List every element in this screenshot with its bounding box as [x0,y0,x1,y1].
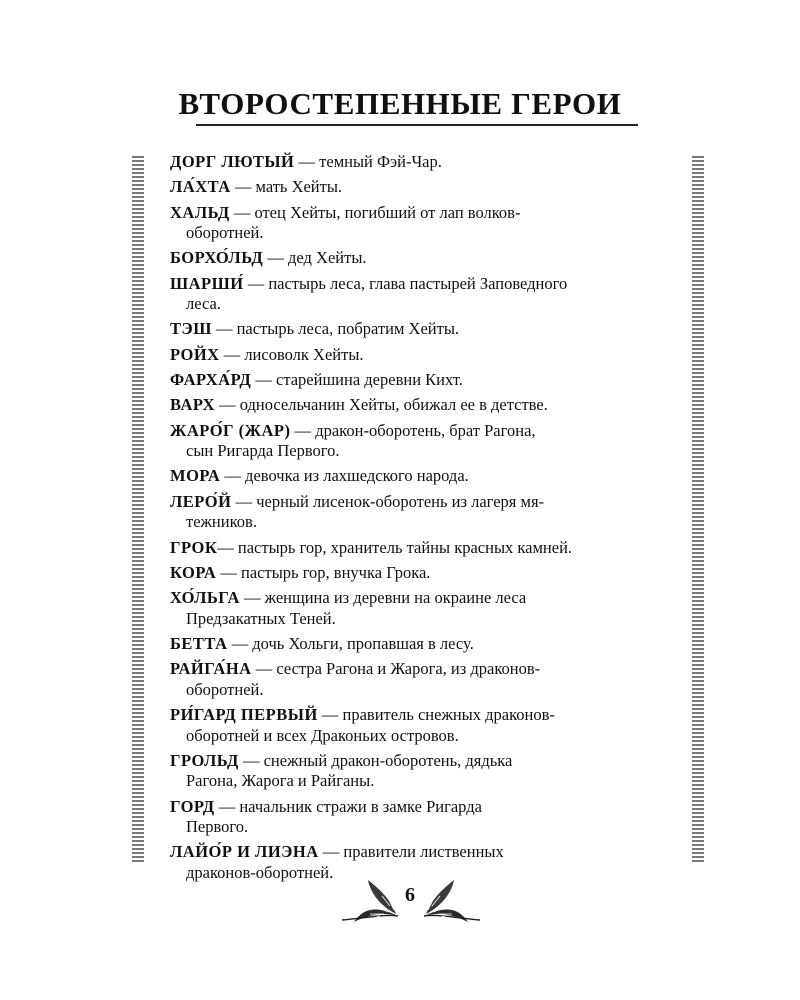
character-name: ЛЕРО́Й [170,491,232,511]
character-name: ДОРГ ЛЮТЫЙ [170,152,295,171]
leaf-ornament-icon [422,876,482,928]
character-description: — темный Фэй-Чар. [294,152,442,171]
character-entry [170,705,662,746]
character-description-continued: Первого. [186,817,249,837]
character-description: — снежный дракон-оборотень, дядька [238,750,513,770]
character-name: ЖАРО́Г (ЖАР) [170,420,291,440]
character-description: — мать Хейты. [230,177,343,197]
character-name: КОРА [170,562,217,582]
character-description: — отец Хейты, погибший от лап волков- [229,202,521,222]
character-entry [170,492,662,533]
character-description-continued: драконов-оборотней. [186,862,334,882]
character-description: — начальник стражи в замке Ригарда [214,796,482,816]
character-name: ГОРД [170,796,215,816]
character-description: — сестра Рагона и Жарога, из драконов- [251,659,541,679]
character-entry [170,177,662,198]
character-name: РАЙГА́НА [170,659,252,679]
character-name: РОЙХ [170,344,220,364]
character-description: — правитель снежных драконов- [317,705,555,725]
character-name: МОРА [170,466,221,486]
character-name: ХО́ЛЬГА [170,588,240,608]
character-description-continued: сын Ригарда Первого. [186,441,340,461]
character-description: — односельчанин Хейты, обижал ее в детстве. [215,395,548,415]
character-name: ГРОК [170,537,218,557]
character-entry [170,421,662,462]
page-footer [340,876,480,928]
character-description: — дед Хейты. [263,248,367,268]
character-description: — пастырь леса, глава пастырей Заповедного [243,273,568,293]
character-entry [170,634,662,655]
left-decorative-border [132,156,144,864]
character-description: — лисоволк Хейты. [219,344,364,364]
character-name: БЕТТА [170,633,228,653]
character-description-continued: леса. [186,294,221,314]
character-entry [170,203,662,244]
character-description: — пастырь гор, внучка Грока. [216,562,431,582]
character-entry [170,751,662,792]
character-name: ХАЛЬД [170,202,230,222]
character-description: — пастырь леса, побратим Хейты. [211,319,460,339]
character-name: ЛАЙО́Р И ЛИЭНА [170,842,319,862]
leaf-ornament-icon [340,876,400,928]
character-description: — дракон-оборотень, брат Рагона, [290,420,536,440]
character-name: ТЭШ [170,319,212,339]
character-description-continued: Рагона, Жарога и Райганы. [186,771,375,791]
character-entry [170,274,662,315]
character-entry [170,659,662,700]
character-entry [170,588,662,629]
character-entry [170,466,662,487]
right-decorative-border [692,156,704,864]
character-entry [170,248,662,269]
character-description: — старейшина деревни Кихт. [251,370,463,390]
character-description-continued: оборотней. [186,223,264,243]
character-entry [170,563,662,584]
character-description-continued: оборотней. [186,679,264,699]
character-description-continued: оборотней и всех Драконьих островов. [186,725,459,745]
character-entry [170,345,662,366]
character-name: БОРХО́ЛЬД [170,248,264,268]
character-name: ВАРХ [170,395,215,415]
character-description: — пастырь гор, хранитель тайны красных камней. [217,537,573,557]
character-entry [170,319,662,340]
character-list [170,152,662,888]
character-name: ШАРШИ́ [170,273,244,293]
character-name: РИ́ГАРД ПЕРВЫЙ [170,705,318,725]
character-description-continued: Предзакатных Теней. [186,608,336,628]
character-description: — правители лиственных [318,842,504,862]
character-entry [170,395,662,416]
title-underline [196,124,638,126]
character-name: ФАРХА́РД [170,370,252,390]
character-entry [170,797,662,838]
character-description: — девочка из лахшедского народа. [220,466,469,486]
character-name: ГРОЛЬД [170,750,239,770]
character-description-continued: тежников. [186,512,257,532]
page-title: ВТОРОСТЕПЕННЫЕ ГЕРОИ [178,86,622,121]
character-entry [170,152,662,173]
character-entry [170,370,662,391]
character-description: — дочь Хольги, пропавшая в лесу. [227,633,474,653]
character-description: — женщина из деревни на окраине леса [239,588,527,608]
character-name: ЛА́ХТА [170,177,231,197]
page-number: 6 [405,884,415,906]
character-description: — черный лисенок-оборотень из лагеря мя- [231,491,545,511]
character-entry [170,538,662,559]
